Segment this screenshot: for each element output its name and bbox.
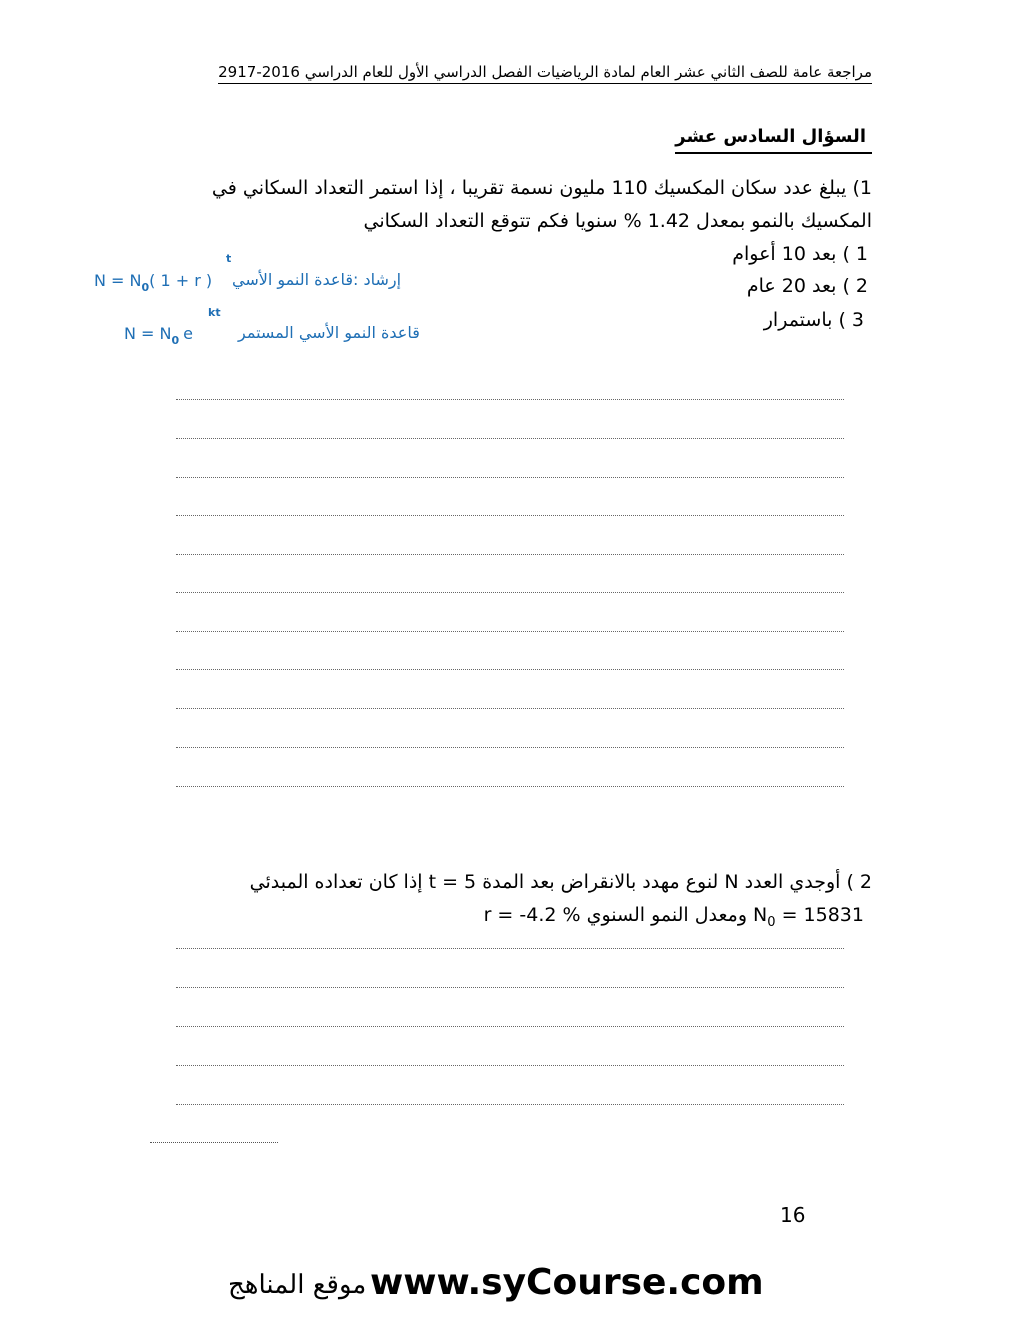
answer-line[interactable]	[176, 786, 844, 787]
answer-line[interactable]	[176, 948, 844, 949]
page-number: 16	[780, 1203, 806, 1227]
answer-line[interactable]	[176, 592, 844, 593]
page-header: مراجعة عامة للصف الثاني عشر العام لمادة الرياضيات الفصل الدراسي الأول للعام الدراسي 2016-2917	[218, 62, 872, 84]
formula2-sub: 0	[171, 334, 180, 347]
part1-item-3: 3 ) باستمرار	[763, 309, 864, 331]
part1-item-1: 1 ) بعد 10 أعوام	[732, 243, 868, 265]
formula-continuous	[124, 323, 193, 352]
answer-line[interactable]	[176, 515, 844, 516]
answer-line[interactable]	[176, 708, 844, 709]
formula2-rhs: e	[183, 324, 194, 343]
part2-n: N	[753, 904, 768, 926]
part1-statement	[164, 172, 872, 238]
question-title: السؤال السادس عشر	[675, 124, 872, 154]
part2-values: = 15831 ومعدل النمو السنوي % r = -4.2	[483, 904, 864, 926]
part1-item-2: 2 ) بعد 20 عام	[746, 275, 868, 297]
hint-continuous-label: قاعدة النمو الأسي المستمر	[238, 323, 420, 342]
footer-website: www.syCourse.com	[370, 1262, 764, 1303]
answer-line[interactable]	[176, 1065, 844, 1066]
answer-line[interactable]	[176, 747, 844, 748]
answer-line[interactable]	[176, 554, 844, 555]
answer-line[interactable]	[176, 477, 844, 478]
formula1-rhs: ( 1 + r )	[149, 271, 213, 290]
part2-line2	[484, 900, 864, 938]
formula-exponential	[94, 270, 212, 299]
formula1-lhs: N = N	[94, 271, 142, 290]
part1-line1: 1) يبلغ عدد سكان المكسيك 110 مليون نسمة تقريبا ، إذا استمر التعداد السكاني في	[211, 177, 872, 199]
formula1-exponent: t	[226, 252, 232, 265]
answer-line[interactable]	[176, 1026, 844, 1027]
answer-line[interactable]	[176, 438, 844, 439]
footer-site-arabic: موقع المناهج	[228, 1270, 367, 1300]
answer-line[interactable]	[176, 987, 844, 988]
part1-line2: المكسيك بالنمو بمعدل 1.42 % سنويا فكم تتوقع التعداد السكاني	[363, 210, 872, 232]
answer-line[interactable]	[176, 1104, 844, 1105]
answer-line-short[interactable]	[150, 1142, 278, 1143]
answer-line[interactable]	[176, 399, 844, 400]
formula2-lhs: N = N	[124, 324, 172, 343]
formula1-sub: 0	[141, 281, 150, 294]
formula2-exponent: kt	[208, 306, 221, 319]
answer-line[interactable]	[176, 669, 844, 670]
hint-exponential-label: إرشاد :قاعدة النمو الأسي	[232, 270, 402, 289]
answer-line[interactable]	[176, 631, 844, 632]
part2-n-sub: 0	[767, 915, 776, 930]
part2-line1: 2 ) أوجدي العدد N لنوع مهدد بالانقراض بعد المدة t = 5 إذا كان تعداده المبدئي	[249, 871, 872, 893]
